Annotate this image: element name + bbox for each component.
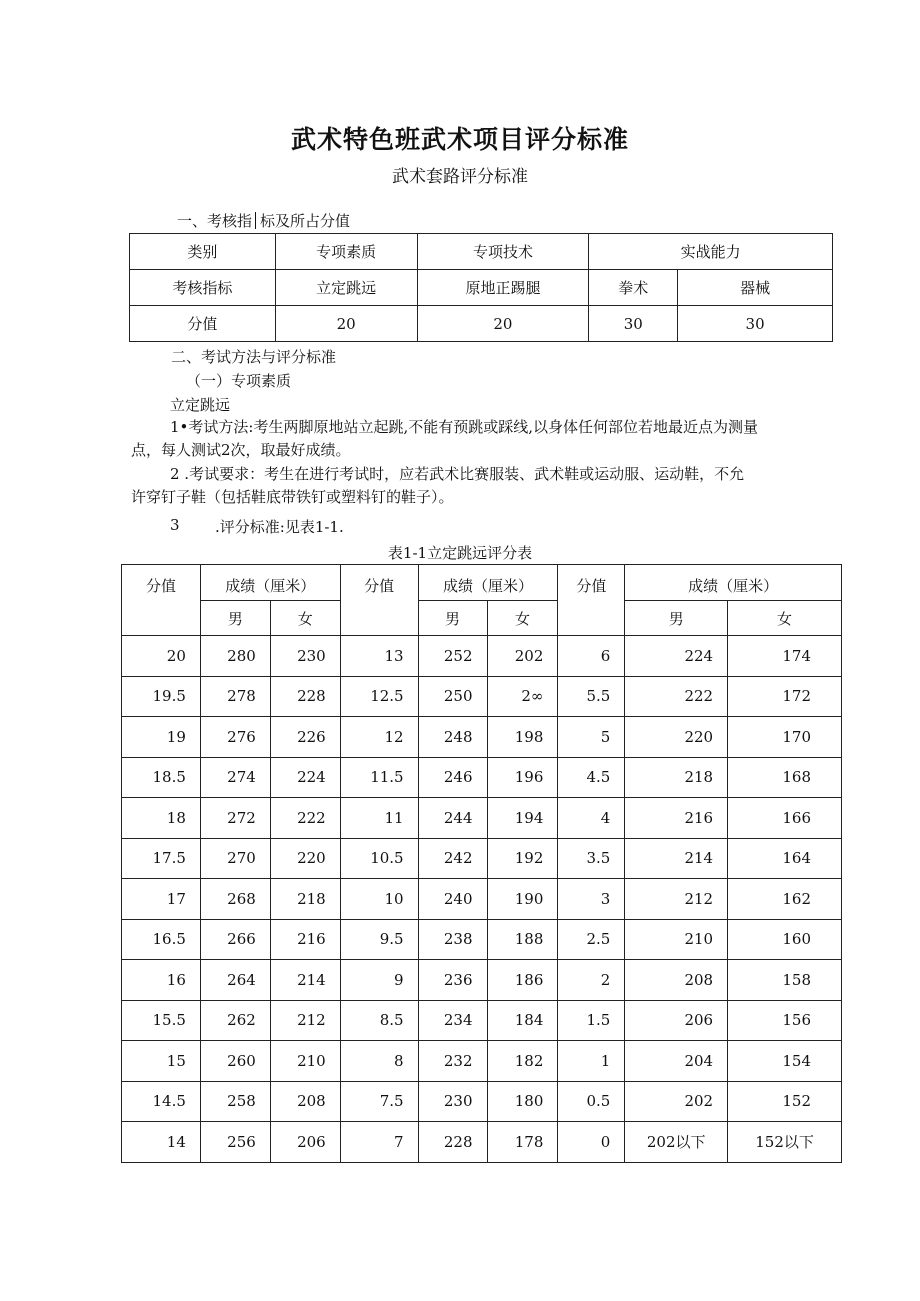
t1-score-fist: 30 (589, 306, 678, 342)
table-cell: 11.5 (340, 757, 418, 798)
table-cell: 222 (270, 798, 340, 839)
table-cell: 264 (200, 960, 270, 1001)
table-cell: 20 (122, 636, 201, 677)
t2-header-score-3: 分值 (558, 565, 625, 636)
table-cell: 244 (418, 798, 487, 839)
table-cell: 188 (487, 919, 558, 960)
table-cell: 206 (625, 1000, 728, 1041)
assessment-index-table (129, 233, 833, 342)
t1-score-label: 分值 (130, 306, 276, 342)
table-cell: 246 (418, 757, 487, 798)
table-cell: 212 (625, 879, 728, 920)
table-cell: 250 (418, 676, 487, 717)
table-cell: 9.5 (340, 919, 418, 960)
table-cell: 218 (625, 757, 728, 798)
table-cell: 4 (558, 798, 625, 839)
table-cell: 240 (418, 879, 487, 920)
table-cell: 278 (200, 676, 270, 717)
table-cell: 224 (625, 636, 728, 677)
section2-heading: 二、考试方法与评分标准 (171, 348, 337, 366)
table-cell: 198 (487, 717, 558, 758)
t1-index-jump: 立定跳远 (275, 270, 417, 306)
table-cell: 3.5 (558, 838, 625, 879)
t1-index-fist: 拳术 (589, 270, 678, 306)
table-cell: 2 (558, 960, 625, 1001)
table-row (122, 1000, 842, 1041)
table-cell: 276 (200, 717, 270, 758)
method-line-1: 1•考试方法:考生两脚原地站立起跳,不能有预跳或踩线,以身体任何部位若地最近点为测量 (170, 418, 758, 436)
table-cell: 220 (625, 717, 728, 758)
table-cell: 0.5 (558, 1081, 625, 1122)
table-cell: 182 (487, 1041, 558, 1082)
table-row (122, 1122, 842, 1163)
t1-index-weapon: 器械 (678, 270, 833, 306)
section2-subheading: （一）专项素质 (186, 372, 292, 390)
table-cell: 184 (487, 1000, 558, 1041)
t1-index-kick: 原地正踢腿 (417, 270, 589, 306)
table-cell: 252 (418, 636, 487, 677)
t2-header-score-1: 分值 (122, 565, 201, 636)
table-cell: 17.5 (122, 838, 201, 879)
table-cell: 194 (487, 798, 558, 839)
t2-header-male-3: 男 (625, 601, 728, 636)
table-cell: 15 (122, 1041, 201, 1082)
table-cell: 234 (418, 1000, 487, 1041)
table-row (122, 717, 842, 758)
table-row (122, 676, 842, 717)
table-cell: 10 (340, 879, 418, 920)
table-cell: 19 (122, 717, 201, 758)
table-cell: 208 (270, 1081, 340, 1122)
table-row (122, 757, 842, 798)
t1-category-physical: 专项素质 (275, 234, 417, 270)
table-cell: 212 (270, 1000, 340, 1041)
table-cell: 202以下 (625, 1122, 728, 1163)
table-cell: 18.5 (122, 757, 201, 798)
page-title: 武术特色班武术项目评分标准 (290, 125, 629, 154)
table-cell: 196 (487, 757, 558, 798)
table-row (122, 960, 842, 1001)
table-cell: 180 (487, 1081, 558, 1122)
table-cell: 158 (728, 960, 842, 1001)
table-cell: 10.5 (340, 838, 418, 879)
table-cell: 6 (558, 636, 625, 677)
table-cell: 190 (487, 879, 558, 920)
table-row (122, 636, 842, 677)
t1-score-jump: 20 (275, 306, 417, 342)
page-subtitle: 武术套路评分标准 (392, 167, 528, 187)
table-cell: 16 (122, 960, 201, 1001)
table-cell: 17 (122, 879, 201, 920)
table-row (122, 879, 842, 920)
table-cell: 8 (340, 1041, 418, 1082)
table-cell: 2.5 (558, 919, 625, 960)
table-cell: 152以下 (728, 1122, 842, 1163)
t2-header-female-3: 女 (728, 601, 842, 636)
table-cell: 202 (625, 1081, 728, 1122)
table-cell: 13 (340, 636, 418, 677)
table-row (122, 1041, 842, 1082)
table-cell: 206 (270, 1122, 340, 1163)
table-cell: 1 (558, 1041, 625, 1082)
table-cell: 224 (270, 757, 340, 798)
t2-header-female-2: 女 (487, 601, 558, 636)
table-cell: 268 (200, 879, 270, 920)
requirement-line-1: 2 .考试要求：考生在进行考试时，应若武术比赛服装、武术鞋或运动服、运动鞋，不允 (170, 465, 745, 483)
table-cell: 170 (728, 717, 842, 758)
table-cell: 174 (728, 636, 842, 677)
table-cell: 160 (728, 919, 842, 960)
t2-header-result-3: 成绩（厘米） (625, 565, 842, 601)
table-cell: 12.5 (340, 676, 418, 717)
table-cell: 214 (625, 838, 728, 879)
table-cell: 236 (418, 960, 487, 1001)
table-cell: 14.5 (122, 1081, 201, 1122)
t1-score-weapon: 30 (678, 306, 833, 342)
t2-header-score-2: 分值 (340, 565, 418, 636)
table-cell: 1.5 (558, 1000, 625, 1041)
table-cell: 15.5 (122, 1000, 201, 1041)
standing-jump-score-table (121, 564, 842, 1163)
table-cell: 168 (728, 757, 842, 798)
table-cell: 226 (270, 717, 340, 758)
table-cell: 7.5 (340, 1081, 418, 1122)
table-cell: 5.5 (558, 676, 625, 717)
table-cell: 18 (122, 798, 201, 839)
table-cell: 230 (418, 1081, 487, 1122)
table-cell: 164 (728, 838, 842, 879)
table-cell: 256 (200, 1122, 270, 1163)
table-cell: 11 (340, 798, 418, 839)
table-cell: 270 (200, 838, 270, 879)
t1-category-label: 类别 (130, 234, 276, 270)
table-cell: 230 (270, 636, 340, 677)
t2-header-male-2: 男 (418, 601, 487, 636)
table-cell: 172 (728, 676, 842, 717)
table-cell: 228 (270, 676, 340, 717)
table-cell: 178 (487, 1122, 558, 1163)
table-cell: 156 (728, 1000, 842, 1041)
table-cell: 3 (558, 879, 625, 920)
table-cell: 2∞ (487, 676, 558, 717)
table-row (122, 838, 842, 879)
criteria-text: .评分标准:见表1-1. (215, 518, 344, 536)
table-cell: 248 (418, 717, 487, 758)
table-cell: 166 (728, 798, 842, 839)
t2-header-male-1: 男 (200, 601, 270, 636)
table-cell: 154 (728, 1041, 842, 1082)
table-cell: 14 (122, 1122, 201, 1163)
table-cell: 0 (558, 1122, 625, 1163)
table-cell: 5 (558, 717, 625, 758)
table-cell: 210 (625, 919, 728, 960)
table-cell: 216 (270, 919, 340, 960)
table-row (122, 919, 842, 960)
table-cell: 266 (200, 919, 270, 960)
t1-category-combat: 实战能力 (589, 234, 833, 270)
table-cell: 216 (625, 798, 728, 839)
table-cell: 280 (200, 636, 270, 677)
section1-heading-part-a: 一、考核指 (177, 212, 253, 230)
table2-caption: 表1-1立定跳远评分表 (387, 544, 533, 562)
table-cell: 204 (625, 1041, 728, 1082)
section1-heading (177, 210, 350, 231)
cursor-bar (255, 212, 256, 229)
table-cell: 4.5 (558, 757, 625, 798)
table-cell: 152 (728, 1081, 842, 1122)
table-cell: 202 (487, 636, 558, 677)
table-cell: 272 (200, 798, 270, 839)
t1-index-label: 考核指标 (130, 270, 276, 306)
table-cell: 210 (270, 1041, 340, 1082)
table-cell: 220 (270, 838, 340, 879)
table-cell: 16.5 (122, 919, 201, 960)
table-cell: 232 (418, 1041, 487, 1082)
table-cell: 218 (270, 879, 340, 920)
t2-header-female-1: 女 (270, 601, 340, 636)
t1-score-kick: 20 (417, 306, 589, 342)
table-cell: 7 (340, 1122, 418, 1163)
table-cell: 9 (340, 960, 418, 1001)
table-cell: 242 (418, 838, 487, 879)
table-cell: 19.5 (122, 676, 201, 717)
table-row (122, 1081, 842, 1122)
table-cell: 260 (200, 1041, 270, 1082)
table-cell: 12 (340, 717, 418, 758)
criteria-number: 3 (170, 516, 180, 534)
table-cell: 238 (418, 919, 487, 960)
t2-body (122, 636, 842, 1163)
table-cell: 214 (270, 960, 340, 1001)
table-cell: 192 (487, 838, 558, 879)
requirement-line-2: 许穿钉子鞋（包括鞋底带铁钉或塑料钉的鞋子）。 (131, 488, 454, 506)
table-cell: 222 (625, 676, 728, 717)
t2-header-result-2: 成绩（厘米） (418, 565, 558, 601)
item-name: 立定跳远 (170, 396, 231, 414)
table-cell: 186 (487, 960, 558, 1001)
table-cell: 258 (200, 1081, 270, 1122)
table-cell: 262 (200, 1000, 270, 1041)
table-cell: 8.5 (340, 1000, 418, 1041)
table-cell: 208 (625, 960, 728, 1001)
t2-header-result-1: 成绩（厘米） (200, 565, 340, 601)
table-row (122, 798, 842, 839)
t1-category-technique: 专项技术 (417, 234, 589, 270)
section1-heading-part-b: 标及所占分值 (260, 212, 351, 230)
table-cell: 228 (418, 1122, 487, 1163)
table-cell: 162 (728, 879, 842, 920)
method-line-2: 点，每人测试2次，取最好成绩。 (131, 441, 351, 459)
table-cell: 274 (200, 757, 270, 798)
